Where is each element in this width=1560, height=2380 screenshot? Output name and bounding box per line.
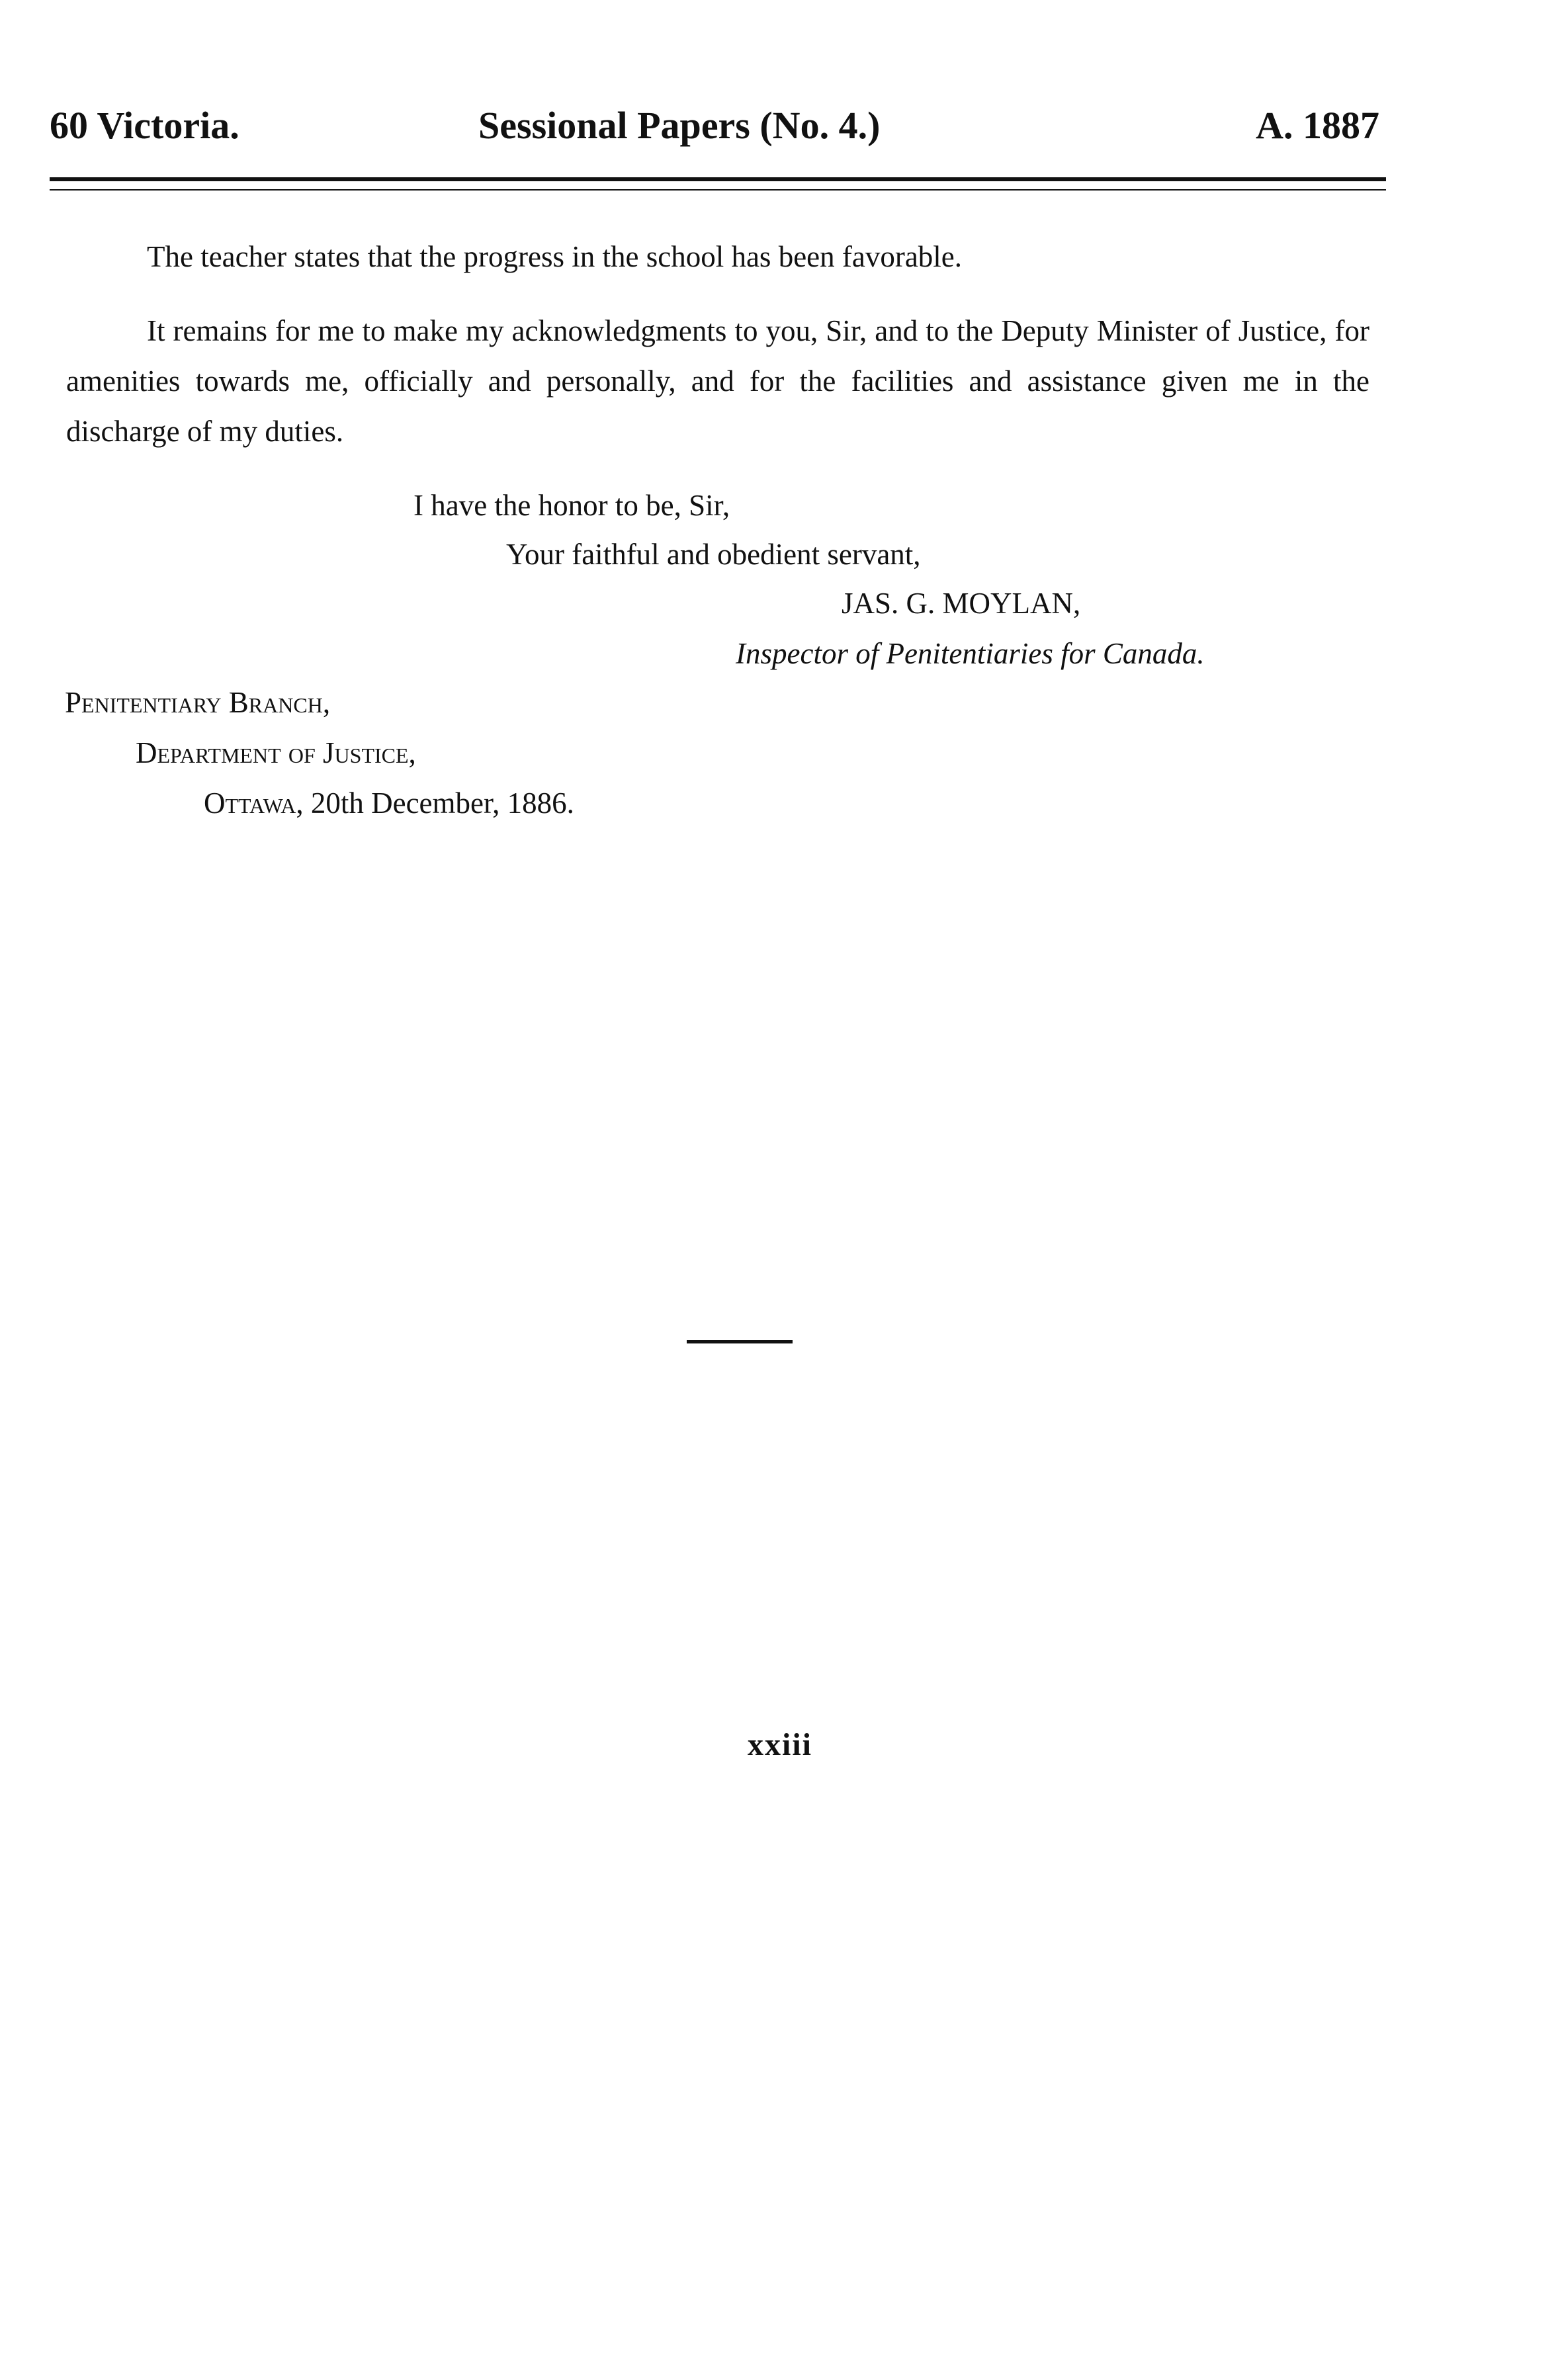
- header-rule-thick: [50, 177, 1386, 181]
- paragraph-teacher-progress: The teacher states that the progress in the school has been favorable.: [147, 240, 963, 273]
- page-number: xxiii: [747, 1727, 812, 1762]
- place-city: Ottawa,: [204, 786, 304, 820]
- paragraph-acknowledgments: It remains for me to make my acknowledgments to you, Sir, and to the Deputy Minister of Justice, for amenities towards me, officially and personally, and for the facilities and assistance given me in the discharge of my duties.: [66, 314, 1369, 448]
- letter-date: 20th December, 1886.: [310, 786, 574, 820]
- header-year: A. 1887: [1256, 104, 1379, 147]
- header-sessional-papers: Sessional Papers (No. 4.): [478, 104, 881, 147]
- header-volume: 60 Victoria.: [50, 104, 239, 147]
- closing-line-servant: Your faithful and obedient servant,: [506, 538, 921, 571]
- header-rule-thin: [50, 189, 1386, 191]
- signature-name: JAS. G. MOYLAN,: [842, 587, 1081, 620]
- section-end-rule: [687, 1340, 793, 1343]
- place-date-line: [204, 778, 574, 828]
- signature-title: Inspector of Penitentiaries for Canada.: [736, 637, 1205, 670]
- running-header: [50, 99, 1379, 152]
- place-department-of-justice: Department of Justice,: [136, 736, 416, 769]
- closing-line-honor: I have the honor to be, Sir,: [413, 489, 730, 522]
- place-penitentiary-branch: Penitentiary Branch,: [65, 686, 331, 719]
